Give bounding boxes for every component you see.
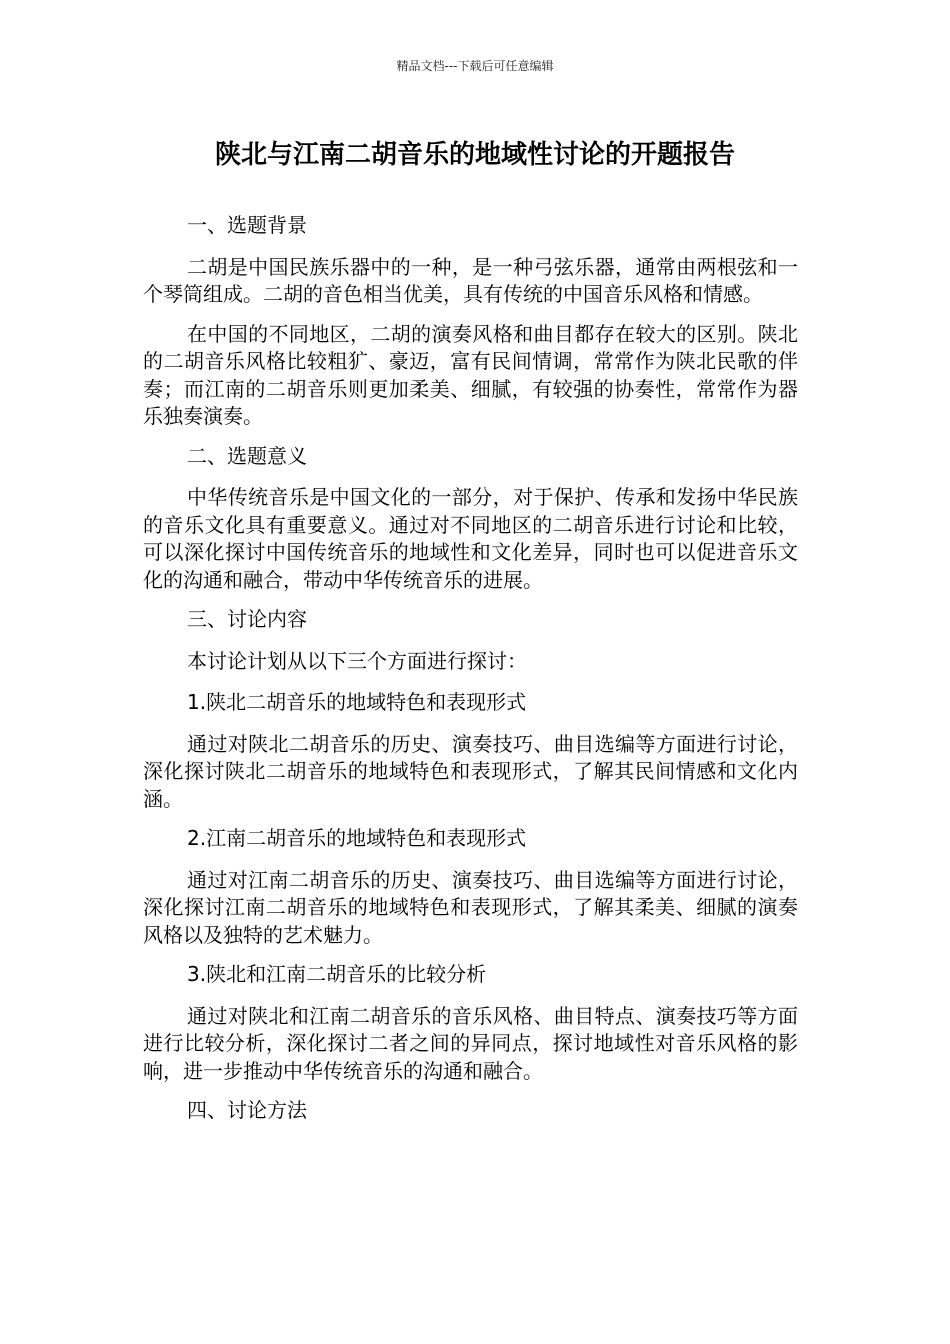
paragraph-jiangnan: 通过对江南二胡音乐的历史、演奏技巧、曲目选编等方面进行讨论，深化探讨江南二胡音乐的地域特色和表现形式，了解其柔美、细腻的演奏风格以及独特的艺术魅力。 <box>143 867 798 947</box>
header-note: 精品文档---下载后可任意编辑 <box>396 59 554 73</box>
paragraph-significance: 中华传统音乐是中国文化的一部分，对于保护、传承和发扬中华民族的音乐文化具有重要意义。通过对不同地区的二胡音乐进行讨论和比较，可以深化探讨中国传统音乐的地域性和文化差异，同时也可以促进音乐文化的沟通和融合，带动中华传统音乐的进展。 <box>143 485 798 592</box>
paragraph-regional-difference: 在中国的不同地区，二胡的演奏风格和曲目都存在较大的区别。陕北的二胡音乐风格比较粗犷、豪迈，富有民间情调，常常作为陕北民歌的伴奏；而江南的二胡音乐则更加柔美、细腻，有较强的协奏性，常常作为器乐独奏演奏。 <box>143 321 798 428</box>
subheading-jiangnan: 2.江南二胡音乐的地域特色和表现形式 <box>187 826 527 850</box>
document-title: 陕北与江南二胡音乐的地域性讨论的开题报告 <box>214 140 735 170</box>
section-heading-method: 四、讨论方法 <box>187 1098 307 1122</box>
subheading-shaanbei: 1.陕北二胡音乐的地域特色和表现形式 <box>187 690 527 714</box>
paragraph-erhu-intro: 二胡是中国民族乐器中的一种，是一种弓弦乐器，通常由两根弦和一个琴筒组成。二胡的音色相当优美，具有传统的中国音乐风格和情感。 <box>143 254 798 306</box>
document-body <box>143 212 798 1139</box>
paragraph-shaanbei: 通过对陕北二胡音乐的历史、演奏技巧、曲目选编等方面进行讨论，深化探讨陕北二胡音乐的地域特色和表现形式，了解其民间情感和文化内涵。 <box>143 731 798 811</box>
section-heading-background: 一、选题背景 <box>187 213 307 237</box>
paragraph-content-intro: 本讨论计划从以下三个方面进行探讨： <box>187 648 527 673</box>
paragraph-comparison: 通过对陕北和江南二胡音乐的音乐风格、曲目特点、演奏技巧等方面进行比较分析，深化探讨二者之间的异同点，探讨地域性对音乐风格的影响，进一步推动中华传统音乐的沟通和融合。 <box>143 1003 798 1083</box>
subheading-comparison: 3.陕北和江南二胡音乐的比较分析 <box>187 962 487 986</box>
section-heading-significance: 二、选题意义 <box>187 443 307 468</box>
section-heading-content: 三、讨论内容 <box>187 607 307 631</box>
